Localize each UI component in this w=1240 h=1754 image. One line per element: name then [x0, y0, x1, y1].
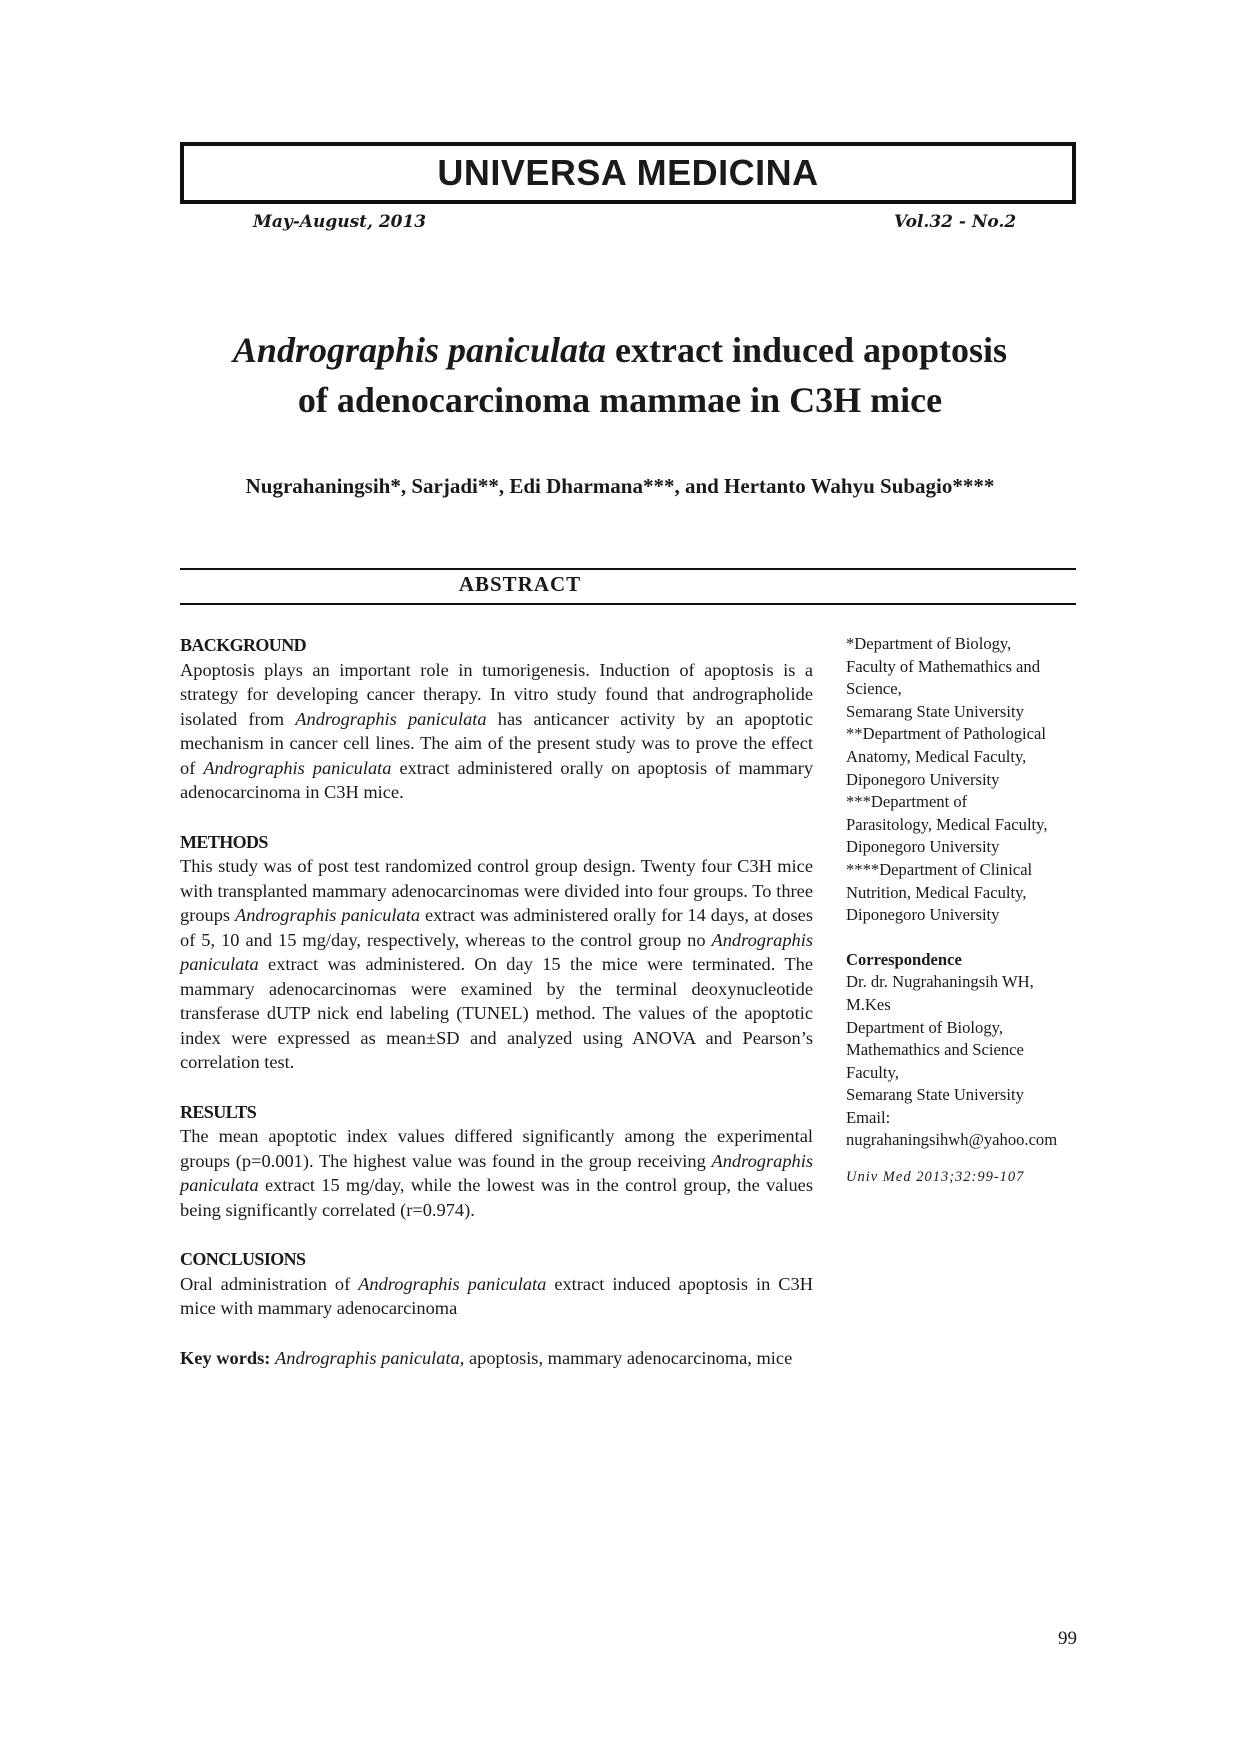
- methods-text: [180, 854, 813, 1075]
- journal-title: UNIVERSA MEDICINA: [437, 152, 819, 193]
- affiliation-line: Parasitology, Medical Faculty,: [846, 814, 1048, 834]
- correspondence: [846, 949, 1086, 1152]
- keywords-rest: , apoptosis, mammary adenocarcinoma, mice: [459, 1347, 793, 1368]
- affiliation-line: *Department of Biology,: [846, 634, 1012, 653]
- citation: Univ Med 2013;32:99-107: [846, 1169, 1025, 1186]
- article-title-line-1-rest: extract induced apoptosis: [606, 330, 1008, 370]
- species-name: Andrographis paniculata: [203, 757, 392, 778]
- conclusions-text-part: Oral administration of: [180, 1273, 359, 1294]
- methods-text-part: extract was administered. On day 15 the mice were terminated. The mammary adenocarcinomas were examined by the terminal deoxynucleotide transferase dUTP nick end labeling (TUNEL) method. The values of the apoptotic index were expressed as mean±SD and analyzed using ANOVA and Pearson’s correlation test.: [180, 954, 813, 1072]
- correspondence-line: Dr. dr. Nugrahaningsih WH,: [846, 972, 1034, 992]
- conclusions-heading: CONCLUSIONS: [180, 1249, 306, 1269]
- methods-section: [180, 830, 813, 1075]
- journal-header-box: [180, 142, 1076, 204]
- article-title-line-1: [150, 325, 1090, 375]
- correspondence-email[interactable]: nugrahaningsihwh@yahoo.com: [846, 1130, 1058, 1150]
- correspondence-line: Email:: [846, 1107, 891, 1127]
- affiliation-line: Diponegoro University: [846, 905, 1000, 925]
- affiliation-line: ***Department of: [846, 792, 968, 812]
- author-list: Nugrahaningsih*, Sarjadi**, Edi Dharmana***, and Hertanto Wahyu Subagio****: [245, 474, 995, 498]
- background-text-part: extract administered orally on apoptosis of mammary adenocarcinoma in C3H mice.: [180, 757, 814, 802]
- correspondence-line: Faculty,: [846, 1062, 899, 1082]
- page-number: 99: [1058, 1628, 1077, 1649]
- affiliation-line: ****Department of Clinical: [846, 859, 1033, 879]
- results-section: [180, 1100, 813, 1223]
- species-name: Andrographis paniculata: [358, 1273, 547, 1294]
- background-text-part: Apoptosis plays an important role in tumorigenesis. Induction of apoptosis is a strategy for developing cancer therapy. In vitro study found that andrographolide isolated from: [180, 659, 813, 729]
- methods-text-part: This study was of post test randomized control group design. Twenty four C3H mice with transplanted mammary adenocarcinomas were divided into four groups. To three groups: [180, 856, 813, 925]
- correspondence-line: Semarang State University: [846, 1085, 1024, 1105]
- affiliations: [846, 633, 1086, 927]
- background-text: [180, 658, 813, 805]
- abstract-rule-bottom: [180, 603, 1076, 605]
- correspondence-line: Department of Biology,: [846, 1017, 1003, 1037]
- issue-volume: Vol.32 - No.2: [894, 212, 1017, 232]
- abstract-heading: ABSTRACT: [458, 572, 582, 596]
- background-text-part: has anticancer activity by an apoptotic mechanism in cancer cell lines. The aim of the present study was to prove the effect of: [180, 708, 813, 778]
- abstract-rule-top: [180, 568, 1076, 570]
- species-name: Andrographis paniculata: [180, 1150, 813, 1195]
- results-text-part: The mean apoptotic index values differed significantly among the experimental groups (p=0.001). The highest value was found in the group receiving: [180, 1126, 813, 1171]
- affiliation-line: Diponegoro University: [846, 837, 1000, 857]
- issue-date: May-August, 2013: [253, 212, 427, 232]
- methods-heading: METHODS: [180, 831, 268, 852]
- sidebar: [846, 633, 1086, 1189]
- background-section: [180, 633, 813, 805]
- keyword-species: Andrographis paniculata: [275, 1347, 460, 1368]
- background-heading: BACKGROUND: [180, 635, 307, 655]
- conclusions-text: [180, 1272, 813, 1321]
- results-text-part: extract 15 mg/day, while the lowest was in the control group, the values being significantly correlated (r=0.974).: [180, 1175, 813, 1220]
- article-title-species: Andrographis paniculata: [232, 330, 607, 370]
- conclusions-section: [180, 1247, 813, 1321]
- affiliation-line: **Department of Pathological: [846, 724, 1046, 744]
- species-name: Andrographis paniculata: [295, 708, 487, 729]
- affiliation-line: Nutrition, Medical Faculty,: [846, 882, 1027, 902]
- affiliation-line: Semarang State University: [846, 701, 1024, 721]
- keywords-label: Key words:: [180, 1347, 271, 1368]
- results-heading: RESULTS: [180, 1101, 257, 1122]
- results-text: [180, 1124, 813, 1222]
- affiliation-line: Anatomy, Medical Faculty,: [846, 746, 1027, 766]
- affiliation-line: Faculty of Mathemathics and: [846, 656, 1041, 676]
- affiliation-line: Diponegoro University: [846, 769, 1000, 789]
- species-name: Andrographis paniculata: [180, 929, 813, 974]
- correspondence-heading: Correspondence: [846, 949, 962, 969]
- correspondence-line: Mathemathics and Science: [846, 1040, 1024, 1060]
- conclusions-text-part: extract induced apoptosis in C3H mice with mammary adenocarcinoma: [180, 1273, 814, 1318]
- keywords: [180, 1346, 813, 1371]
- species-name: Andrographis paniculata: [234, 905, 421, 925]
- abstract-body: [180, 633, 813, 1370]
- methods-text-part: extract was administered orally for 14 days, at doses of 5, 10 and 15 mg/day, respectively, whereas to the control group no: [180, 905, 813, 950]
- correspondence-line: M.Kes: [846, 994, 891, 1014]
- affiliation-line: Science,: [846, 679, 902, 699]
- article-title-line-2: of adenocarcinoma mammae in C3H mice: [297, 380, 943, 420]
- article-title: [150, 325, 1090, 425]
